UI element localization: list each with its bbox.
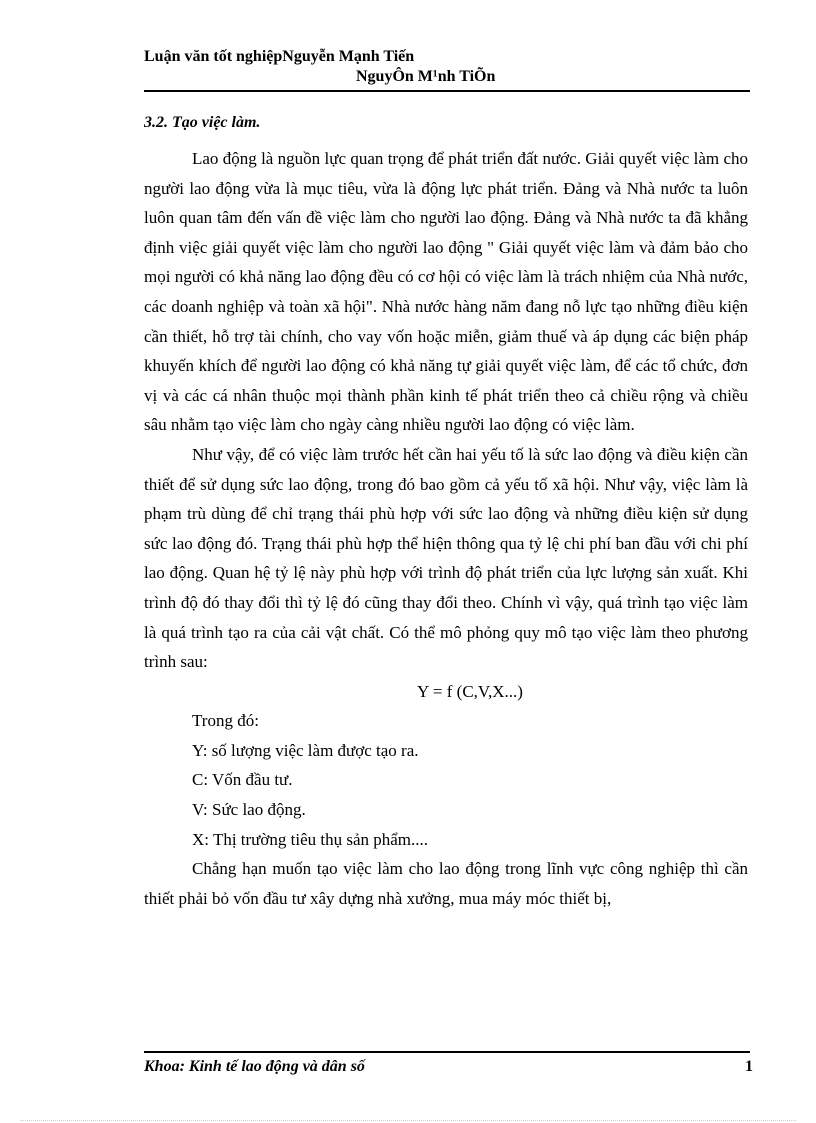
paragraph-3: Chẳng hạn muốn tạo việc làm cho lao động trong lĩnh vực công nghiệp thì cần thiết phải bỏ vốn đầu tư xây dựng nhà xưởng, mua máy móc thiết bị,: [144, 859, 748, 908]
footer-rule: [144, 1051, 750, 1053]
footer-faculty: Khoa: Kinh tế lao động và dân số: [144, 1058, 365, 1075]
list-item: C: Vốn đầu tư.: [192, 770, 293, 790]
page-edge-divider: [20, 1120, 796, 1121]
section-title: 3.2. Tạo việc làm.: [144, 114, 261, 131]
page-header: [144, 47, 750, 87]
body-text: [144, 144, 748, 913]
header-rule: [144, 90, 750, 92]
header-author: NguyÔn M¹nh TiÕn: [356, 68, 496, 85]
list-item: X: Thị trường tiêu thụ sản phẩm....: [192, 829, 429, 849]
header-title: Luận văn tốt nghiệpNguyễn Mạnh Tiến: [144, 48, 415, 65]
paragraph-2: Như vậy, để có việc làm trước hết cần hai yếu tố là sức lao động và điều kiện cần thiết để sử dụng sức lao động, trong đó bao gồm cả yếu tố xã hội. Như vậy, việc làm là phạm trù dùng để chỉ trạng thái phù hợp với sức lao động và những điều kiện sử dụng sức lao động đó. Trạng thái phù hợp thể hiện thông qua tỷ lệ chi phí ban đầu với chi phí lao động. Quan hệ tỷ lệ này phù hợp với trình độ phát triển của lực lượng sản xuất. Khi trình độ đó thay đổi thì tỷ lệ đó cũng thay đổi theo. Chính vì vậy, quá trình tạo việc làm là quá trình tạo ra của cải vật chất. Có thể mô phỏng quy mô tạo việc làm theo phương trình sau:: [144, 444, 748, 672]
list-item: Y: số lượng việc làm được tạo ra.: [192, 740, 419, 760]
list-item: V: Sức lao động.: [192, 800, 306, 820]
paragraph-1: Lao động là nguồn lực quan trọng để phát triển đất nước. Giải quyết việc làm cho người lao động vừa là mục tiêu, vừa là động lực phát triển. Đảng và Nhà nước ta luôn luôn quan tâm đến vấn đề việc làm cho người lao động. Đảng và Nhà nước ta đã khẳng định việc giải quyết việc làm cho người lao động " Giải quyết việc làm và đảm bảo cho mọi người có khả năng lao động đều có cơ hội có việc làm là trách nhiệm của Nhà nước, các doanh nghiệp và toàn xã hội". Nhà nước hàng năm đang nỗ lực tạo những điều kiện cần thiết, hỗ trợ tài chính, cho vay vốn hoặc miễn, giảm thuế và áp dụng các biện pháp khuyến khích để người lao động có khả năng tự giải quyết việc làm, để các tổ chức, đơn vị và các cá nhân thuộc mọi thành phần kinh tế phát triển theo cả chiều rộng và chiều sâu nhằm tạo việc làm cho ngày càng nhiều người lao động có việc làm.: [144, 149, 748, 435]
formula: Y = f (C,V,X...): [417, 681, 523, 701]
where-label: Trong đó:: [192, 711, 259, 731]
page-number: 1: [745, 1058, 753, 1075]
